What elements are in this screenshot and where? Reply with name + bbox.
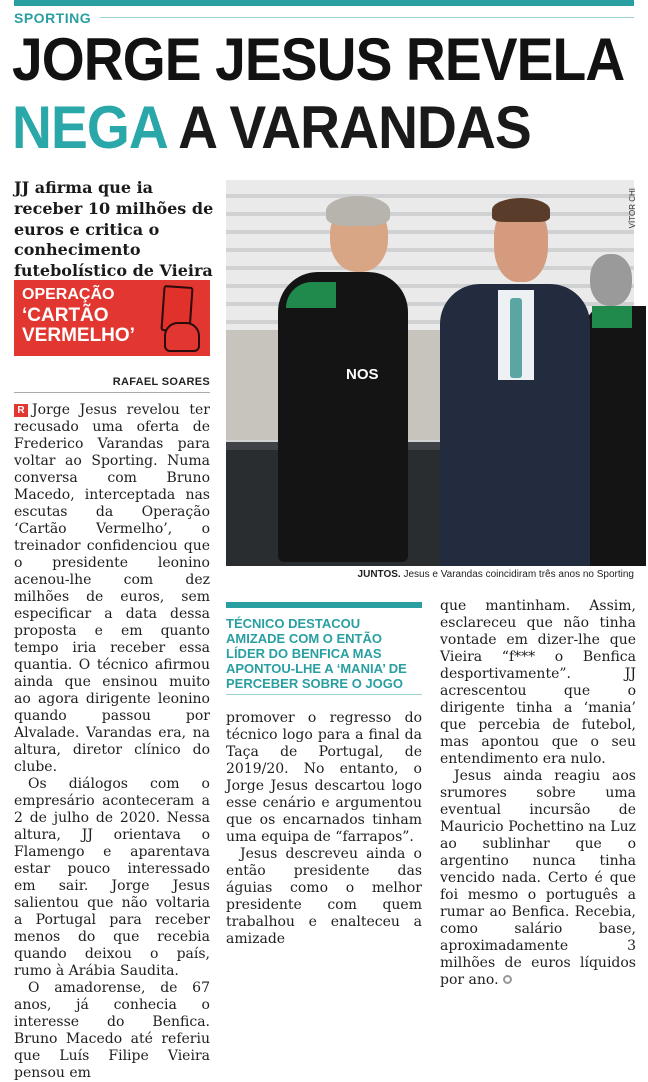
- operation-title: OPERAÇÃO: [22, 286, 115, 303]
- subheadline: JJ afirma que ia receber 10 milhões de euros e critica o conhecimento futebolístico de Vieira: [14, 178, 214, 281]
- pull-quote-divider: [226, 694, 422, 695]
- article-paragraph: promover o regresso do técnico logo para a final da Taça de Portugal, de 2019/20. No entanto, o Jorge Jesus descartou logo esse cenário e argumentou que os encarnados tinham uma equipa de “farrapos”.: [226, 710, 422, 845]
- caption-text: Jesus e Varandas coincidiram três anos no Sporting: [400, 569, 634, 580]
- article-column-2: [226, 710, 422, 948]
- photo-caption: [226, 566, 634, 584]
- jorge-jesus-hair: [326, 196, 390, 226]
- article-column-3: [440, 598, 636, 989]
- byline: RAFAEL SOARES: [112, 376, 210, 388]
- article-paragraph: Os diálogos com o empresário aconteceram a 2 de julho de 2020. Nessa altura, JJ orientava o Flamengo e aparentava estar pouco interessado em sair. Jorge Jesus salientou que não voltaria a Portugal para receber menos do que recebia quando deixou o país, rumo à Arábia Saudita.: [14, 776, 210, 979]
- article-paragraph: Jesus descreveu ainda o então presidente das águias como o melhor presidente com quem trabalhou e enalteceu a amizade: [226, 846, 422, 947]
- background-person-body: [586, 306, 646, 566]
- byline-divider: [14, 392, 210, 393]
- article-photo: [226, 180, 634, 580]
- article-paragraph: R Jorge Jesus revelou ter recusado uma oferta de Frederico Varandas para voltar ao Sporting. Numa conversa com Bruno Macedo, interceptada nas escutas da Operação ‘Cartão Vermelho’, o treinador confidenciou que o presidente leonino acenou-lhe com dez milhões de euros, sem especificar a data dessa proposta e em quanto tempo iria receber essa quantia. O técnico afirmou ainda que ensinou muito ao agora dirigente leonino quando passou por Alvalade. Varandas era, na altura, diretor clínico do clube.: [14, 402, 210, 775]
- article-paragraph: O amadorense, de 67 anos, já conhecia o interesse do Benfica. Bruno Macedo até referiu que Luís Filipe Vieira pensou em: [14, 980, 210, 1081]
- varandas-tie: [510, 298, 522, 378]
- varandas-hair: [492, 198, 550, 222]
- operation-box: [14, 280, 210, 356]
- section-divider: [100, 17, 634, 18]
- headline-line-2: [12, 94, 592, 161]
- photo-credit: VÍTOR CHI: [628, 188, 637, 229]
- kit-sponsor-logo: NOS: [346, 366, 379, 383]
- background-person-trim: [592, 306, 632, 328]
- section-top-bar: [14, 0, 634, 6]
- article-paragraph: que mantinham. Assim, esclareceu que não tinha vontade em dizer-lhe que Vieira “f*** o Benfica desportivamente”. JJ acrescentou que o dirigente tinha a ‘mania’ que percebia de futebol, mas apontou que o seu entendimento era nulo.: [440, 598, 636, 767]
- pull-quote: TÉCNICO DESTACOU AMIZADE COM O ENTÃO LÍDER DO BENFICA MAS APONTOU-LHE A ‘MANIA’ DE PERCEBER SOBRE O JOGO: [226, 616, 407, 691]
- end-of-article-icon: [503, 975, 512, 984]
- callout-bar: [226, 602, 422, 608]
- section-label: SPORTING: [14, 10, 92, 26]
- hand-icon: [164, 322, 200, 352]
- headline-accent-word: NEGA: [12, 94, 166, 161]
- record-marker-icon: R: [14, 404, 28, 417]
- headline-line-1: JORGE JESUS REVELA: [12, 26, 625, 93]
- headline-line-2-rest: A VARANDAS: [165, 94, 531, 161]
- article-paragraph: Jesus ainda reagiu aos srumores sobre uma eventual incursão de Mauricio Pochettino na Luz ao sublinhar que o argentino nunca tinha vencido nada. Certo é que foi mesmo o português a rumar ao Benfica. Recebia, como salário base, aproximadamente 3 milhões de euros líquidos por ano.: [440, 768, 636, 988]
- caption-lead: JUNTOS.: [357, 569, 401, 580]
- background-person-head: [590, 254, 632, 306]
- jorge-jesus-figure: [278, 272, 408, 562]
- article-column-1: [14, 402, 210, 1082]
- operation-name: ‘CARTÃO VERMELHO’: [22, 305, 135, 346]
